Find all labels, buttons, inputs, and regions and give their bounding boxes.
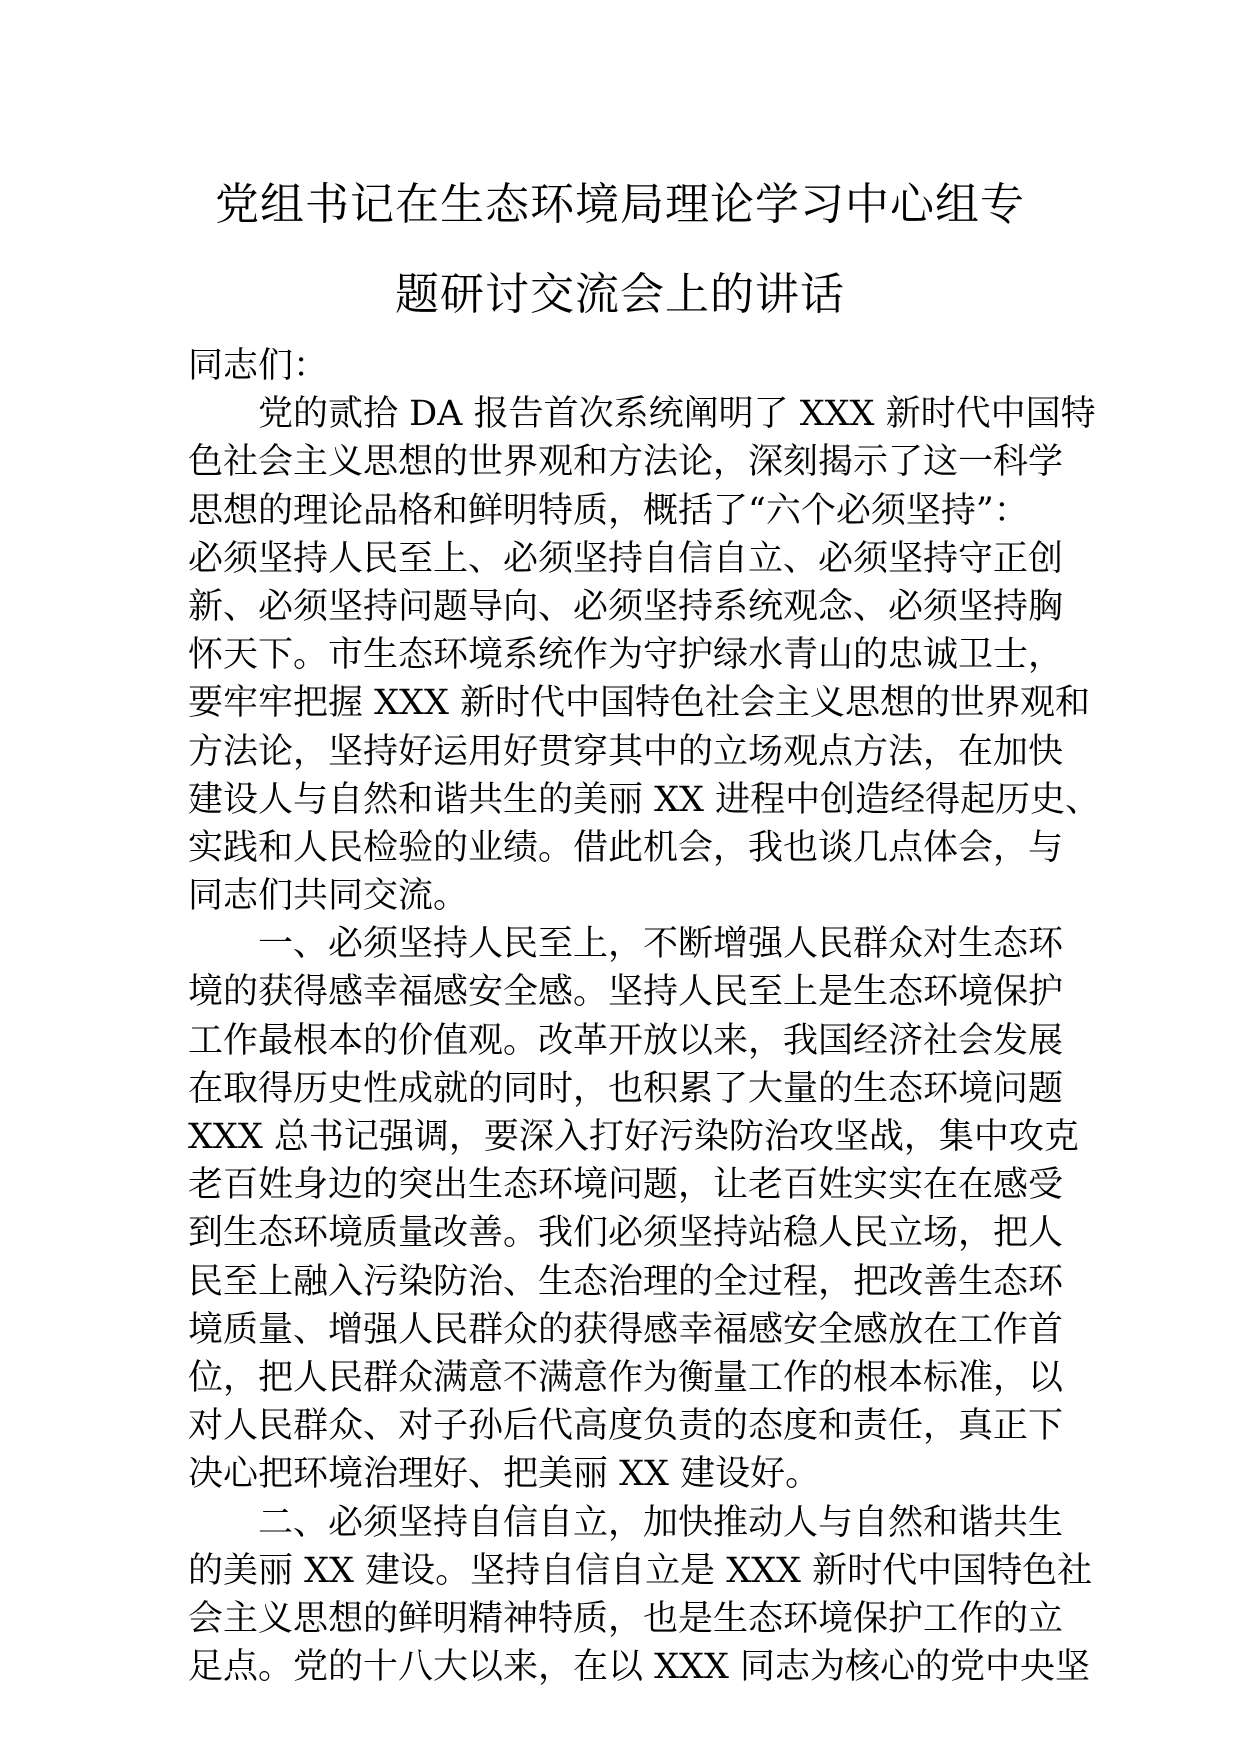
body-line: 二、必须坚持自信自立，加快推动人与自然和谐共生 bbox=[258, 1502, 1064, 1543]
body-line: 必须坚持人民至上、必须坚持自信自立、必须坚持守正创 bbox=[188, 538, 1064, 579]
document-body bbox=[188, 390, 1101, 1691]
body-line: 老百姓身边的突出生态环境问题，让老百姓实实在在感受 bbox=[188, 1165, 1064, 1206]
body-line: 对人民群众、对子孙后代高度负责的态度和责任，真正下 bbox=[188, 1406, 1064, 1447]
body-line: 党的贰拾 DA 报告首次系统阐明了 XXX 新时代中国特 bbox=[258, 394, 1096, 435]
body-line: 思想的理论品格和鲜明特质，概括了“六个必须坚持”： bbox=[188, 490, 1029, 531]
document-page bbox=[188, 160, 1101, 1691]
body-line: 决心把环境治理好、把美丽 XX 建设好。 bbox=[188, 1454, 821, 1495]
body-line: 怀天下。市生态环境系统作为守护绿水青山的忠诚卫士， bbox=[188, 635, 1064, 676]
body-line: 方法论，坚持好运用好贯穿其中的立场观点方法，在加快 bbox=[188, 731, 1064, 772]
title-line-2: 题研讨交流会上的讲话 bbox=[395, 269, 845, 320]
body-line: 境的获得感幸福感安全感。坚持人民至上是生态环境保护 bbox=[188, 972, 1064, 1013]
body-line: 到生态环境质量改善。我们必须坚持站稳人民立场，把人 bbox=[188, 1213, 1064, 1254]
body-line: 要牢牢把握 XXX 新时代中国特色社会主义思想的世界观和 bbox=[188, 683, 1091, 724]
body-line: 同志们共同交流。 bbox=[188, 876, 469, 917]
body-line: 实践和人民检验的业绩。借此机会，我也谈几点体会，与 bbox=[188, 827, 1064, 868]
body-line: 会主义思想的鲜明精神特质，也是生态环境保护工作的立 bbox=[188, 1598, 1064, 1639]
document-title bbox=[188, 160, 1052, 340]
body-line: 境质量、增强人民群众的获得感幸福感安全感放在工作首 bbox=[188, 1309, 1064, 1350]
title-line-1: 党组书记在生态环境局理论学习中心组专 bbox=[215, 179, 1025, 230]
body-line: 位，把人民群众满意不满意作为衡量工作的根本标准，以 bbox=[188, 1357, 1064, 1398]
body-line: 民至上融入污染防治、生态治理的全过程，把改善生态环 bbox=[188, 1261, 1064, 1302]
body-line: 建设人与自然和谐共生的美丽 XX 进程中创造经得起历史、 bbox=[188, 779, 1101, 820]
body-line: 足点。党的十八大以来，在以 XXX 同志为核心的党中央坚 bbox=[188, 1647, 1091, 1688]
body-line: XXX 总书记强调，要深入打好污染防治攻坚战，集中攻克 bbox=[188, 1117, 1079, 1157]
body-line: 新、必须坚持问题导向、必须坚持系统观念、必须坚持胸 bbox=[188, 586, 1064, 627]
salutation: 同志们： bbox=[188, 346, 329, 386]
body-line: 一、必须坚持人民至上，不断增强人民群众对生态环 bbox=[258, 924, 1064, 965]
body-line: 色社会主义思想的世界观和方法论，深刻揭示了这一科学 bbox=[188, 442, 1064, 483]
body-line: 在取得历史性成就的同时，也积累了大量的生态环境问题 bbox=[188, 1068, 1064, 1109]
body-line: 工作最根本的价值观。改革开放以来，我国经济社会发展 bbox=[188, 1020, 1064, 1061]
body-line: 的美丽 XX 建设。坚持自信自立是 XXX 新时代中国特色社 bbox=[188, 1550, 1093, 1591]
